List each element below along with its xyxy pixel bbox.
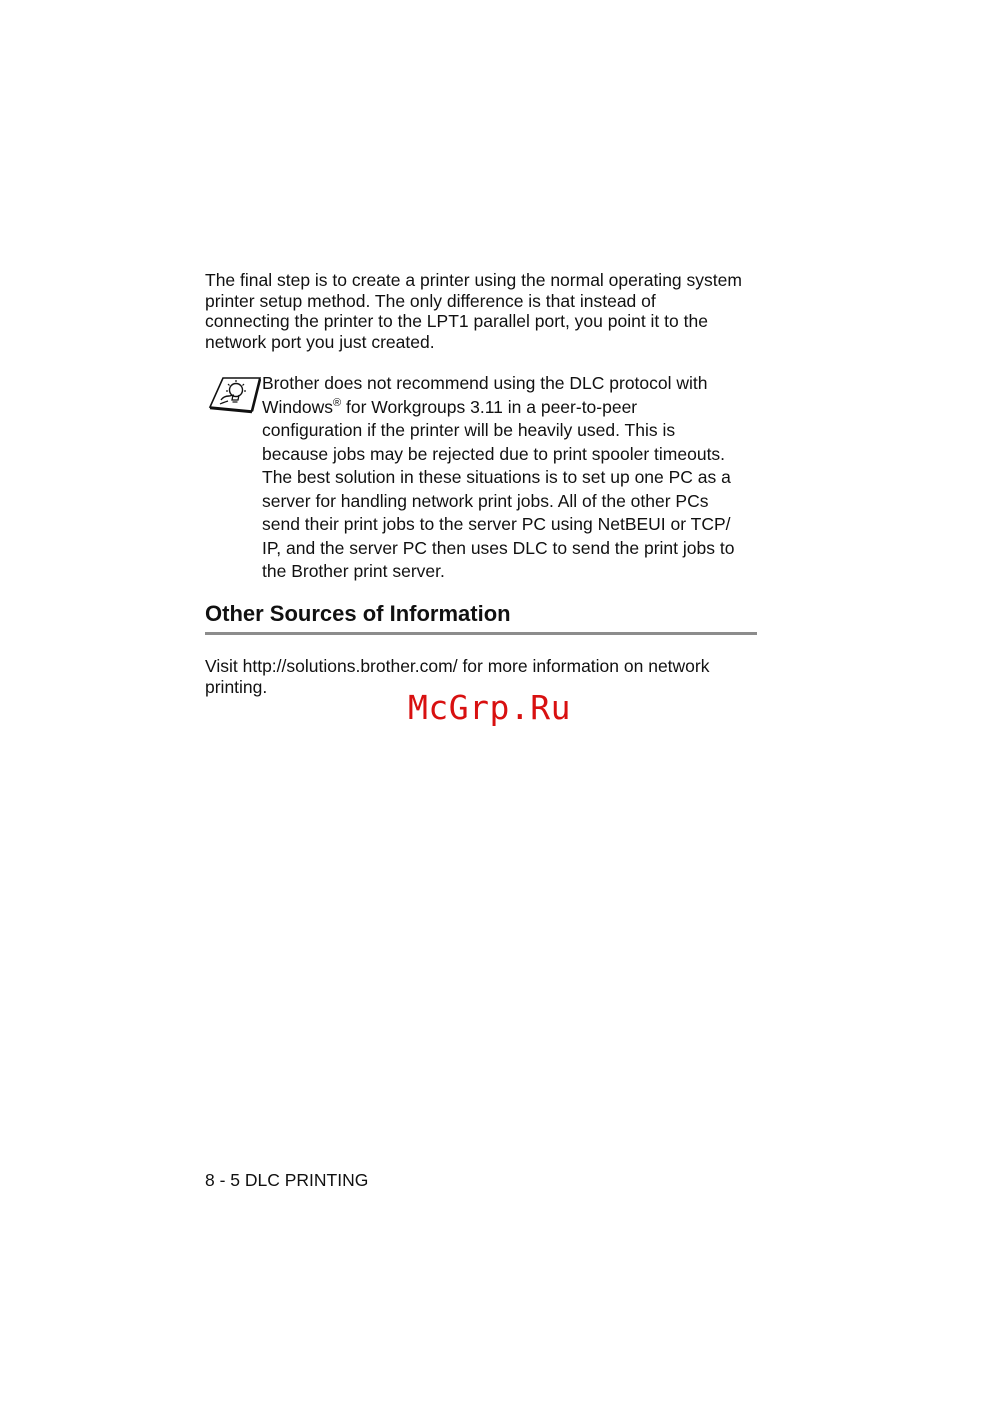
note-text bbox=[262, 372, 762, 584]
section-line: Visit http://solutions.brother.com/ for more information on network bbox=[205, 656, 710, 676]
registered-mark: ® bbox=[333, 396, 342, 409]
note-hand-lightbulb-icon bbox=[207, 374, 261, 414]
intro-line: The final step is to create a printer using the normal operating system bbox=[205, 270, 742, 290]
heading-divider bbox=[205, 632, 757, 635]
note-line: because jobs may be rejected due to print spooler timeouts. bbox=[262, 443, 726, 464]
note-line: The best solution in these situations is to set up one PC as a bbox=[262, 467, 731, 487]
note-line bbox=[262, 396, 762, 420]
note-line: Brother does not recommend using the DLC protocol with bbox=[262, 373, 708, 393]
intro-line: connecting the printer to the LPT1 parallel port, you point it to the bbox=[205, 311, 708, 331]
windows-word: Windows bbox=[262, 396, 333, 417]
note-line: configuration if the printer will be heavily used. This is bbox=[262, 420, 676, 440]
intro-line: network port you just created. bbox=[205, 331, 435, 352]
note-line: the Brother print server. bbox=[262, 561, 445, 581]
watermark-logo: McGrp.Ru bbox=[408, 688, 571, 727]
page-footer: 8 - 5 DLC PRINTING bbox=[205, 1170, 369, 1190]
section-heading: Other Sources of Information bbox=[205, 601, 511, 626]
note-line: send their print jobs to the server PC using NetBEUI or TCP/ bbox=[262, 514, 731, 534]
note-line: server for handling network print jobs. All of the other PCs bbox=[262, 490, 709, 511]
intro-line: printer setup method. The only difference is that instead of bbox=[205, 290, 656, 311]
note-line: IP, and the server PC then uses DLC to send the print jobs to bbox=[262, 537, 735, 558]
section-line: printing. bbox=[205, 677, 268, 697]
note-line-rest: for Workgroups 3.11 in a peer-to-peer bbox=[341, 396, 638, 417]
intro-paragraph bbox=[205, 270, 765, 352]
